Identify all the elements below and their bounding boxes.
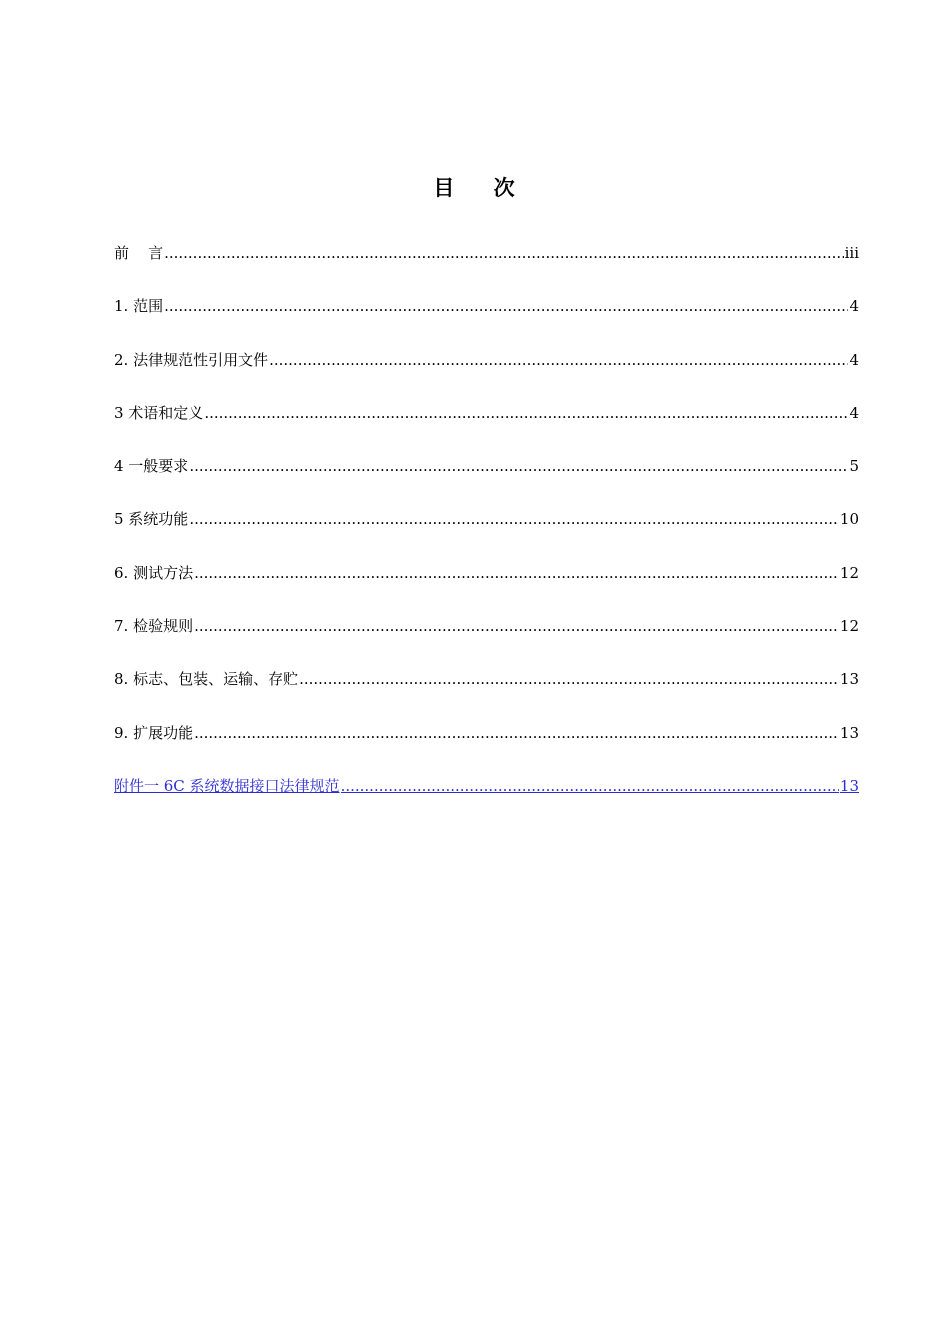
toc-entry-page: 4: [849, 403, 859, 422]
toc-entry-label: 6. 测试方法: [114, 563, 194, 582]
toc-entry-page: 10: [839, 510, 859, 529]
toc-dot-leader: [194, 723, 839, 743]
toc-entry-test-methods[interactable]: [114, 563, 859, 616]
toc-dot-leader: [164, 296, 848, 316]
toc-entry-label: 附件一 6C 系统数据接口法律规范: [114, 776, 340, 795]
toc-dot-leader: [204, 403, 848, 423]
toc-list: [114, 243, 859, 829]
toc-entry-page: 13: [839, 670, 859, 689]
toc-entry-label: 7. 检验规则: [114, 617, 194, 636]
toc-entry-page: 12: [839, 563, 859, 582]
toc-entry-page: 4: [849, 350, 859, 369]
toc-entry-marking-packaging[interactable]: [114, 669, 859, 722]
toc-entry-normative-references[interactable]: [114, 350, 859, 403]
toc-entry-label: 1. 范围: [114, 297, 164, 316]
toc-dot-leader: [341, 776, 839, 796]
toc-entry-label: 9. 扩展功能: [114, 723, 194, 742]
toc-entry-page: 5: [849, 457, 859, 476]
toc-entry-label: 3 术语和定义: [114, 403, 204, 422]
toc-entry-page: 4: [849, 297, 859, 316]
toc-entry-terms-definitions[interactable]: [114, 403, 859, 456]
toc-entry-inspection-rules[interactable]: [114, 616, 859, 669]
toc-entry-label: 2. 法律规范性引用文件: [114, 350, 269, 369]
toc-entry-page: 13: [839, 776, 859, 795]
toc-entry-extended-functions[interactable]: [114, 723, 859, 776]
toc-dot-leader: [299, 669, 839, 689]
toc-entry-label: 8. 标志、包装、运输、存贮: [114, 670, 299, 689]
toc-dot-leader: [194, 616, 839, 636]
toc-entry-label: 4 一般要求: [114, 457, 189, 476]
toc-title: 目 次: [433, 176, 517, 200]
toc-entry-appendix-link[interactable]: [114, 776, 859, 829]
toc-entry-page: 12: [839, 617, 859, 636]
toc-entry-preface[interactable]: [114, 243, 859, 296]
toc-dot-leader: [189, 456, 848, 476]
toc-entry-page: 13: [839, 723, 859, 742]
toc-dot-leader: [164, 243, 844, 263]
toc-dot-leader: [189, 509, 839, 529]
toc-entry-system-functions[interactable]: [114, 509, 859, 562]
toc-dot-leader: [194, 563, 839, 583]
toc-entry-label: 5 系统功能: [114, 510, 189, 529]
toc-entry-general-requirements[interactable]: [114, 456, 859, 509]
toc-dot-leader: [269, 350, 848, 370]
toc-entry-label: 前 言: [114, 244, 164, 262]
toc-entry-scope[interactable]: [114, 296, 859, 349]
toc-entry-page: iii: [844, 244, 859, 262]
